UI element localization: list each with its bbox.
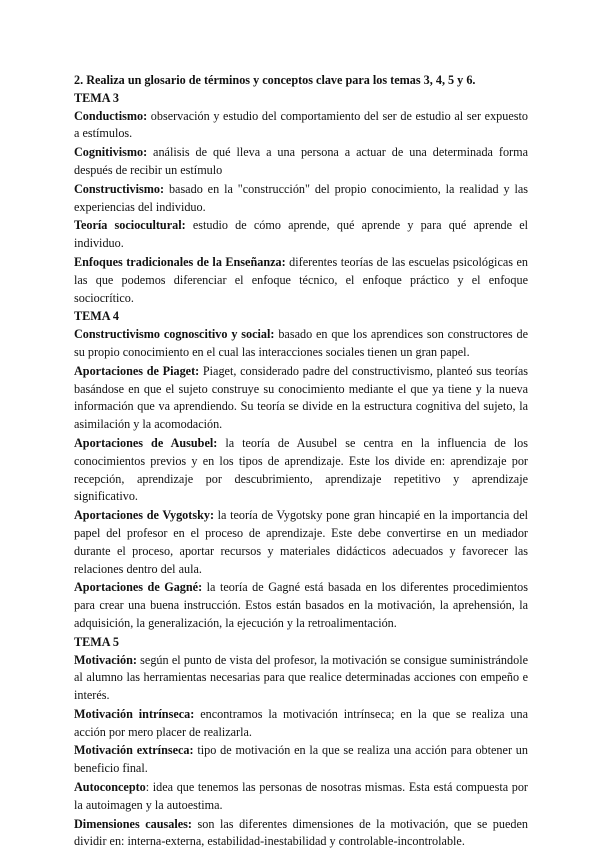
glossary-term: Aportaciones de Ausubel: (74, 435, 218, 450)
glossary-term: Aportaciones de Vygotsky: (74, 508, 215, 523)
glossary-term: Motivación extrínseca: (74, 743, 194, 758)
glossary-entry (74, 254, 528, 307)
glossary-term: Dimensiones causales: (74, 816, 192, 831)
glossary-definition: según el punto de vista del profesor, la motivación se consigue suministrándole al alumno las herramientas necesarias para que realice determinadas acciones con empeño e interés. (74, 652, 528, 703)
glossary-entry (74, 507, 528, 578)
glossary-definition: : idea que tenemos las personas de nosotras mismas. Esta está compuesta por la autoimagen y la autoestima. (74, 780, 528, 812)
document-page (74, 72, 528, 852)
glossary-term: Motivación intrínseca: (74, 706, 195, 721)
glossary-entry (74, 652, 528, 705)
glossary-entry (74, 363, 528, 434)
glossary-definition: análisis de qué lleva a una persona a actuar de una determinada forma después de recibir un estímulo (74, 145, 528, 177)
glossary-definition: la teoría de Ausubel se centra en la influencia de los conocimientos previos y en los tipos de aprendizaje. Este los divide en: aprendizaje por recepción, aprendizaje por descubrimiento, aprendizaje repetitivo y aprendizaje significativo. (74, 435, 528, 504)
glossary-term: Constructivismo cognoscitivo y social: (74, 327, 275, 342)
glossary-definition: observación y estudio del comportamiento del ser de estudio al ser expuesto a estímulos. (74, 108, 528, 141)
glossary-entry (74, 816, 528, 852)
glossary-term: Constructivismo: (74, 181, 165, 196)
glossary-entry (74, 579, 528, 632)
glossary-entry (74, 326, 528, 362)
glossary-definition: estudio de cómo aprende, qué aprende y para qué aprende el individuo. (74, 218, 528, 251)
section-heading: TEMA 4 (74, 309, 120, 324)
glossary-entry (74, 144, 528, 180)
glossary-entry (74, 706, 528, 742)
glossary-term: Enfoques tradicionales de la Enseñanza: (74, 254, 286, 269)
glossary-definition: basado en la "construcción" del propio conocimiento, la realidad y las experiencias del individuo. (74, 181, 528, 214)
glossary-entry (74, 108, 528, 144)
section-heading: TEMA 5 (74, 634, 120, 649)
glossary-entry (74, 181, 528, 217)
glossary-term: Autoconcepto (74, 780, 146, 795)
glossary-definition: diferentes teorías de las escuelas psicológicas en las que podemos diferenciar el enfoque técnico, el enfoque práctico y el enfoque sociocrítico. (74, 254, 528, 305)
glossary-term: Aportaciones de Piaget: (74, 363, 200, 378)
glossary-definition: son las diferentes dimensiones de la motivación, que se pueden dividir en: interna-externa, estabilidad-inestabilidad y controlable-incontrolable. (74, 816, 528, 849)
glossary-definition: Piaget, considerado padre del constructivismo, planteó sus teorías basándose en que el sujeto construye su conocimiento mediante el que ya tiene y la nueva información que va aprendiendo. Su teoría se divide en la estructura cognitiva del sujeto, la asimilación y la acomodación. (74, 363, 528, 432)
document-title: 2. Realiza un glosario de términos y conceptos clave para los temas 3, 4, 5 y 6. (74, 73, 476, 87)
glossary-definition: encontramos la motivación intrínseca; en la que se realiza una acción por mero placer de realizarla. (74, 706, 528, 739)
glossary-term: Aportaciones de Gagné: (74, 580, 203, 595)
glossary-definition: la teoría de Gagné está basada en los diferentes procedimientos para crear una buena instrucción. Estos están basados en la motivación, la aprehensión, la adquisición, la generalización, la ejecución y la retroalimentación. (74, 580, 528, 630)
glossary-definition: tipo de motivación en la que se realiza una acción para obtener un beneficio final. (74, 743, 528, 776)
section-heading: TEMA 3 (74, 90, 120, 105)
glossary-term: Cognitivismo: (74, 145, 148, 160)
glossary-definition: la teoría de Vygotsky pone gran hincapié en la importancia del papel del profesor en el proceso de aprendizaje. Este debe convertirse en un mediador durante el proceso, aportar recursos y materiales didácticos adecuados y favorecer las relaciones dentro del aula. (74, 508, 529, 576)
glossary-term: Teoría sociocultural: (74, 218, 186, 233)
glossary-entry (74, 779, 528, 815)
glossary-term: Motivación: (74, 652, 137, 667)
glossary-entry (74, 435, 528, 506)
glossary-entry (74, 217, 528, 253)
glossary-sections (74, 90, 528, 851)
glossary-term: Conductismo: (74, 108, 148, 123)
glossary-definition: basado en que los aprendices son constructores de su propio conocimiento en el cual las interacciones sociales tienen un gran papel. (74, 327, 529, 359)
glossary-entry (74, 742, 528, 778)
